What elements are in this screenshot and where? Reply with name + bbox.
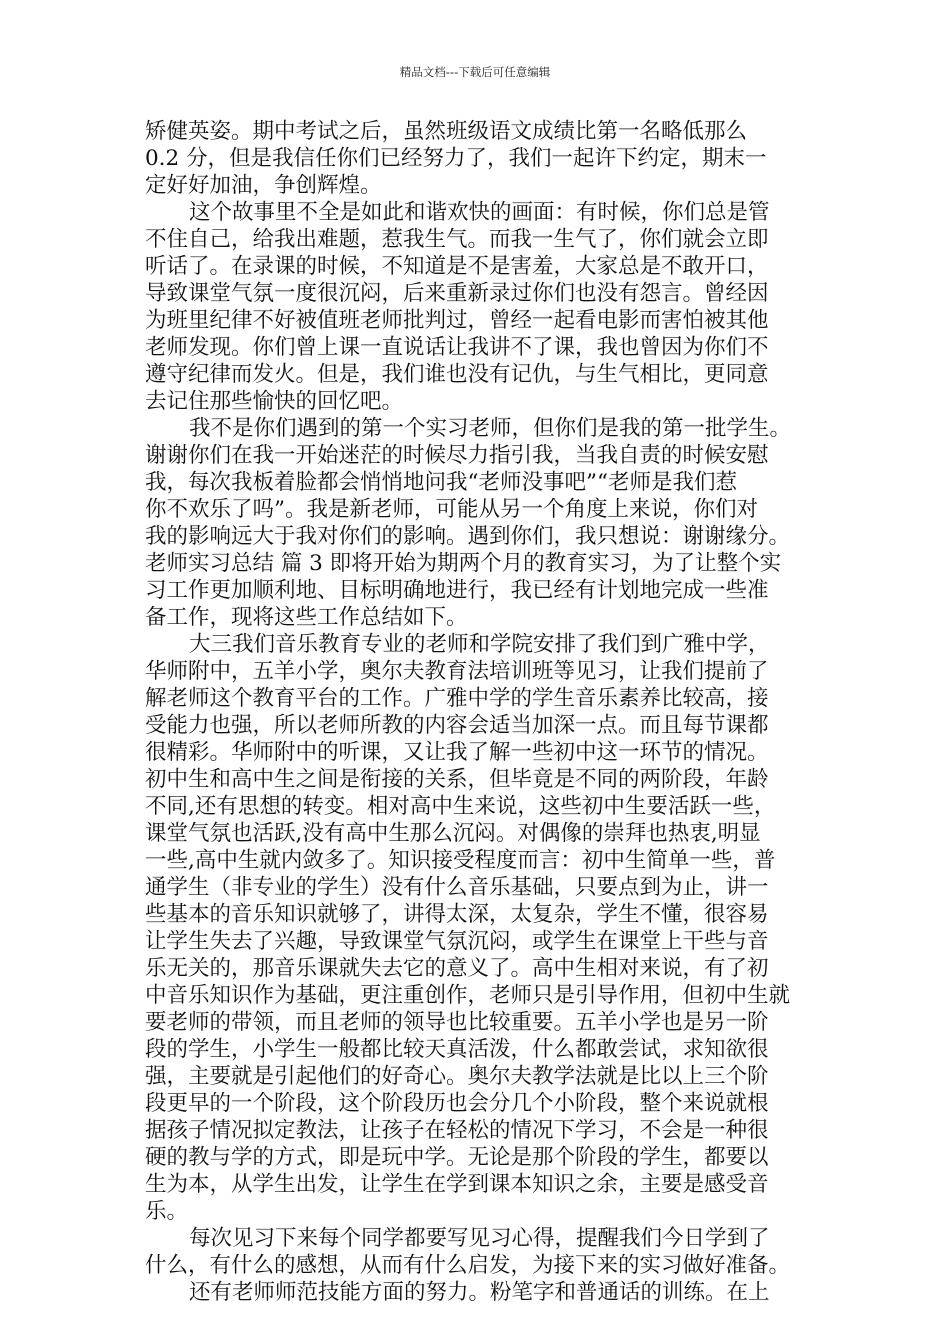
text-line: 些基本的音乐知识就够了，讲得太深，太复杂，学生不懂，很容易	[145, 902, 769, 927]
text-line: 中音乐知识作为基础，更注重创作，老师只是引导作用，但初中生就	[145, 983, 791, 1008]
text-line: 受能力也强，所以老师所教的内容会适当加深一点。而且每节课都	[145, 713, 769, 738]
text-line: 每次见习下来每个同学都要写见习心得，提醒我们今日学到了	[189, 1226, 770, 1251]
text-line: 段的学生，小学生一般都比较天真活泼，什么都敢尝试，求知欲很	[145, 1037, 769, 1062]
text-line: 硬的教与学的方式，即是玩中学。无论是那个阶段的学生，都要以	[145, 1145, 769, 1170]
text-line: 解老师这个教育平台的工作。广雅中学的学生音乐素养比较高，接	[145, 686, 769, 711]
text-line: 我的影响远大于我对你们的影响。遇到你们，我只想说：谢谢缘分。	[145, 524, 791, 549]
text-line: 不同,还有思想的转变。相对高中生来说，这些初中生要活跃一些，	[145, 794, 776, 819]
text-line: 段更早的一个阶段，这个阶段历也会分几个小阶段，整个来说就根	[145, 1091, 769, 1116]
text-line: 这个故事里不全是如此和谐欢快的画面：有时候，你们总是管	[189, 200, 770, 225]
text-line: 乐。	[145, 1199, 189, 1224]
text-line: 老师发现。你们曾上课一直说话让我讲不了课，我也曾因为你们不	[145, 335, 769, 360]
text-line: 乐无关的，那音乐课就失去它的意义了。高中生相对来说，有了初	[145, 956, 769, 981]
text-line: 备工作，现将这些工作总结如下。	[145, 605, 468, 630]
text-line: 华师附中，五羊小学，奥尔夫教育法培训班等见习，让我们提前了	[145, 659, 769, 684]
text-line: 很精彩。华师附中的听课，又让我了解一些初中这一环节的情况。	[145, 740, 769, 765]
text-line: 听话了。在录课的时候，不知道是不是害羞，大家总是不敢开口，	[145, 254, 769, 279]
text-line: 为班里纪律不好被值班老师批判过，曾经一起看电影而害怕被其他	[145, 308, 769, 333]
text-line: 一些,高中生就内敛多了。知识接受程度而言：初中生简单一些，普	[145, 848, 776, 873]
page-header: 精品文档---下载后可任意编辑	[399, 65, 551, 79]
text-line: 据孩子情况拟定教法，让孩子在轻松的情况下学习，不会是一种很	[145, 1118, 769, 1143]
text-line: 0.2 分，但是我信任你们已经努力了，我们一起许下约定，期末一	[145, 146, 767, 171]
text-line: 课堂气氛也活跃,没有高中生那么沉闷。对偶像的崇拜也热衷,明显	[145, 821, 761, 846]
document-body	[145, 118, 807, 1306]
text-line: 初中生和高中生之间是衔接的关系，但毕竟是不同的两阶段，年龄	[145, 767, 769, 792]
text-line: 导致课堂气氛一度很沉闷，后来重新录过你们也没有怨言。曾经因	[145, 281, 769, 306]
text-line: 我，每次我板着脸都会悄悄地问我“老师没事吧”“老师是我们惹	[145, 470, 737, 495]
text-line: 要老师的带领，而且老师的领导也比较重要。五羊小学也是另一阶	[145, 1010, 769, 1035]
text-line: 通学生（非专业的学生）没有什么音乐基础，只要点到为止，讲一	[145, 875, 769, 900]
text-line: 矫健英姿。期中考试之后，虽然班级语文成绩比第一名略低那么	[145, 119, 748, 144]
text-line: 生为本，从学生出发，让学生在学到课本知识之余，主要是感受音	[145, 1172, 769, 1197]
text-line: 习工作更加顺利地、目标明确地进行，我已经有计划地完成一些准	[145, 578, 769, 603]
text-line: 谢谢你们在我一开始迷茫的时候尽力指引我，当我自责的时候安慰	[145, 443, 769, 468]
text-line: 让学生失去了兴趣，导致课堂气氛沉闷，或学生在课堂上干些与音	[145, 929, 769, 954]
text-line: 强，主要就是引起他们的好奇心。奥尔夫教学法就是比以上三个阶	[145, 1064, 769, 1089]
text-line: 去记住那些愉快的回忆吧。	[145, 389, 404, 414]
text-line: 什么，有什么的感想，从而有什么启发，为接下来的实习做好准备。	[145, 1253, 791, 1278]
text-line: 我不是你们遇到的第一个实习老师，但你们是我的第一批学生。	[189, 416, 792, 441]
text-line: 大三我们音乐教育专业的老师和学院安排了我们到广雅中学，	[189, 632, 770, 657]
text-line: 老师实习总结 篇 3 即将开始为期两个月的教育实习，为了让整个实	[145, 551, 782, 576]
text-line: 遵守纪律而发火。但是，我们谁也没有记仇，与生气相比，更同意	[145, 362, 769, 387]
text-line: 还有老师师范技能方面的努力。粉笔字和普通话的训练。在上	[189, 1280, 770, 1305]
text-line: 不住自己，给我出难题，惹我生气。而我一生气了，你们就会立即	[145, 227, 769, 252]
text-line: 你不欢乐了吗”。我是新老师，可能从另一个角度上来说，你们对	[145, 497, 758, 522]
text-line: 定好好加油，争创辉煌。	[145, 173, 382, 198]
